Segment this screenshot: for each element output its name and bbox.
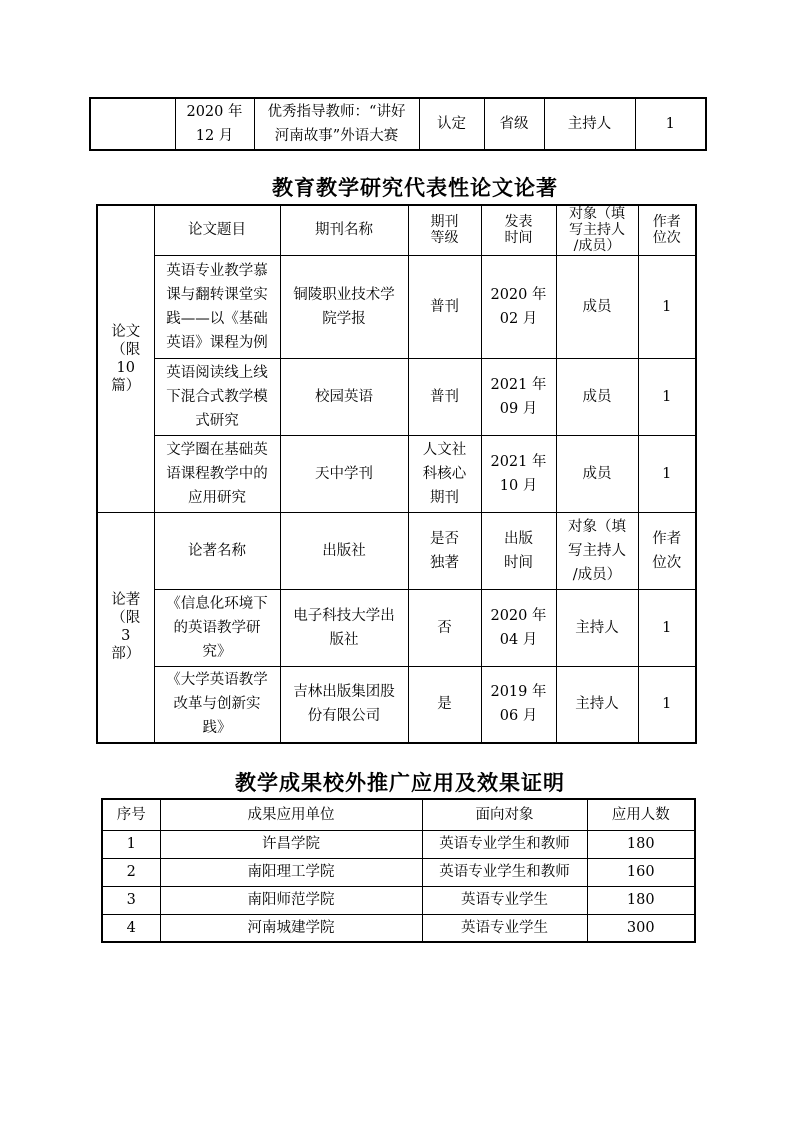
papers-header: 期刊名称 xyxy=(280,205,408,255)
papers-header: 对象（填 写主持人 /成员） xyxy=(556,205,638,255)
paper-title: 文学圈在基础英 语课程教学中的 应用研究 xyxy=(154,435,280,512)
books-header: 出版社 xyxy=(280,512,408,589)
section2-title: 教学成果校外推广应用及效果证明 xyxy=(235,771,565,795)
app-header-count: 应用人数 xyxy=(587,799,695,830)
book-role: 主持人 xyxy=(556,666,638,743)
paper-rank: 1 xyxy=(638,358,696,435)
app-header-unit: 成果应用单位 xyxy=(160,799,422,830)
paper-role: 成员 xyxy=(556,255,638,358)
app-row-target: 英语专业学生 xyxy=(422,914,587,942)
application-table xyxy=(101,798,696,943)
award-blank-cell xyxy=(90,98,175,150)
paper-title: 英语专业教学慕 课与翻转课堂实 践——以《基础 英语》课程为例 xyxy=(154,255,280,358)
paper-journal: 天中学刊 xyxy=(280,435,408,512)
award-table xyxy=(89,97,707,151)
app-row-unit: 许昌学院 xyxy=(160,830,422,858)
app-row-no: 1 xyxy=(102,830,160,858)
app-row-unit: 南阳师范学院 xyxy=(160,886,422,914)
app-row-target: 英语专业学生和教师 xyxy=(422,830,587,858)
book-sole: 否 xyxy=(408,589,481,666)
books-header: 对象（填 写主持人 /成员） xyxy=(556,512,638,589)
books-header: 是否 独著 xyxy=(408,512,481,589)
book-title: 《大学英语教学 改革与创新实 践》 xyxy=(154,666,280,743)
book-rank: 1 xyxy=(638,589,696,666)
book-rank: 1 xyxy=(638,666,696,743)
app-header-target: 面向对象 xyxy=(422,799,587,830)
books-header: 出版 时间 xyxy=(481,512,556,589)
app-row-count: 300 xyxy=(587,914,695,942)
app-row-no: 3 xyxy=(102,886,160,914)
app-row-unit: 南阳理工学院 xyxy=(160,858,422,886)
app-row-target: 英语专业学生和教师 xyxy=(422,858,587,886)
award-level: 省级 xyxy=(484,98,544,150)
app-row-no: 4 xyxy=(102,914,160,942)
paper-role: 成员 xyxy=(556,358,638,435)
award-type: 认定 xyxy=(419,98,484,150)
paper-time: 2021 年 10 月 xyxy=(481,435,556,512)
papers-header: 发表 时间 xyxy=(481,205,556,255)
paper-time: 2020 年 02 月 xyxy=(481,255,556,358)
papers-books-table xyxy=(96,204,697,744)
papers-header: 论文题目 xyxy=(154,205,280,255)
books-header: 论著名称 xyxy=(154,512,280,589)
app-row-count: 180 xyxy=(587,886,695,914)
book-title: 《信息化环境下 的英语教学研 究》 xyxy=(154,589,280,666)
paper-grade: 人文社 科核心 期刊 xyxy=(408,435,481,512)
papers-header: 期刊 等级 xyxy=(408,205,481,255)
app-header-no: 序号 xyxy=(102,799,160,830)
book-publisher: 吉林出版集团股 份有限公司 xyxy=(280,666,408,743)
paper-journal: 铜陵职业技术学 院学报 xyxy=(280,255,408,358)
app-row-no: 2 xyxy=(102,858,160,886)
app-row-count: 160 xyxy=(587,858,695,886)
paper-journal: 校园英语 xyxy=(280,358,408,435)
papers-header: 作者 位次 xyxy=(638,205,696,255)
paper-grade: 普刊 xyxy=(408,358,481,435)
award-date: 2020 年 12 月 xyxy=(175,98,254,150)
book-sole: 是 xyxy=(408,666,481,743)
app-row-target: 英语专业学生 xyxy=(422,886,587,914)
book-time: 2019 年 06 月 xyxy=(481,666,556,743)
app-row-count: 180 xyxy=(587,830,695,858)
books-label: 论著 （限 3 部） xyxy=(97,512,154,743)
paper-title: 英语阅读线上线 下混合式教学模 式研究 xyxy=(154,358,280,435)
award-rank: 1 xyxy=(635,98,706,150)
papers-label: 论文 （限 10 篇） xyxy=(97,205,154,512)
paper-grade: 普刊 xyxy=(408,255,481,358)
book-publisher: 电子科技大学出 版社 xyxy=(280,589,408,666)
books-header: 作者 位次 xyxy=(638,512,696,589)
paper-time: 2021 年 09 月 xyxy=(481,358,556,435)
book-role: 主持人 xyxy=(556,589,638,666)
book-time: 2020 年 04 月 xyxy=(481,589,556,666)
app-row-unit: 河南城建学院 xyxy=(160,914,422,942)
section1-title: 教育教学研究代表性论文论著 xyxy=(272,176,558,200)
award-name: 优秀指导教师：“讲好 河南故事”外语大赛 xyxy=(254,98,419,150)
paper-rank: 1 xyxy=(638,435,696,512)
award-role: 主持人 xyxy=(544,98,635,150)
paper-role: 成员 xyxy=(556,435,638,512)
paper-rank: 1 xyxy=(638,255,696,358)
